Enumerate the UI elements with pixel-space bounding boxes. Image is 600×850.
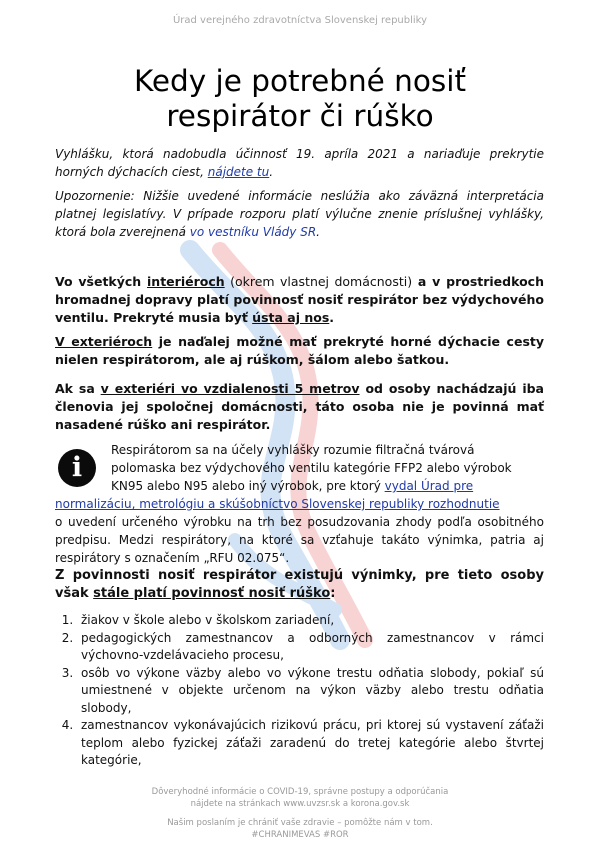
- footer-line-2: nájdete na stránkach www.uvzsr.sk a korona.gov.sk: [190, 798, 410, 809]
- footer-mission: [0, 818, 600, 841]
- info-line-3-text: KN95 alebo N95 alebo iný výrobok, pre ktorý: [111, 479, 385, 493]
- footer-info: [0, 787, 600, 810]
- rule1-text-d: a v prostriedkoch hromadnej dopravy platí povinnosť nosiť respirátor bez výdychového ventilu. Prekryté musia byť: [55, 274, 544, 325]
- list-item: 1. žiakov v škole alebo v školskom zariadení,: [77, 612, 544, 630]
- rule-household: [55, 380, 544, 434]
- title-line-1: Kedy je potrebné nosiť: [133, 64, 467, 98]
- info-line-3: [111, 477, 544, 495]
- rule2-exteriors: V exteriéroch: [55, 334, 153, 349]
- intro-text: Vyhlášku, ktorá nadobudla účinnosť 19. apríla 2021 a nariaďuje prekrytie horných dýchacích ciest,: [55, 147, 544, 179]
- footer-hashtags: #CHRANIMEVAS #ROR: [251, 829, 349, 840]
- unms-decision-link-1[interactable]: vydal Úrad pre: [384, 479, 474, 493]
- footer-line-3: Našim poslaním je chrániť vaše zdravie – pomôžte nám v tom.: [167, 818, 433, 828]
- exceptions-text-c: :: [330, 586, 336, 601]
- rule1-text-a: Vo všetkých: [55, 274, 148, 289]
- rule3-distance: v exteriéri vo vzdialenosti 5 metrov: [100, 381, 360, 396]
- exceptions-heading: [55, 567, 544, 603]
- rule3-text-a: Ak sa: [55, 381, 101, 396]
- exceptions-section: [55, 567, 544, 770]
- exceptions-text-a: Z povinnosti nosiť respirátor existujú výnimky, pre tieto osoby však: [55, 568, 544, 601]
- regulation-link[interactable]: nájdete tu: [207, 165, 270, 179]
- notice-end: .: [316, 225, 320, 239]
- rule1-text-c: (okrem vlastnej domácnosti): [224, 274, 413, 289]
- rule-interiors: [55, 273, 544, 327]
- intro-paragraph: [55, 145, 544, 181]
- notice-paragraph: [55, 187, 544, 241]
- rule1-text-f: .: [329, 310, 335, 325]
- page-title: [0, 64, 600, 134]
- info-line-2: polomaska bez výdychového ventilu kategórie FFP2 alebo výrobok: [111, 461, 512, 475]
- info-icon: i: [58, 449, 96, 487]
- footer-line-1: Dôveryhodné informácie o COVID-19, správne postupy a odporúčania: [151, 787, 449, 797]
- agency-header: Úrad verejného zdravotníctva Slovenskej republiky: [172, 15, 428, 26]
- gazette-link[interactable]: vo vestníku Vlády SR: [189, 225, 317, 239]
- info-line-1: Respirátorom sa na účely vyhlášky rozumie filtračná tvárová: [111, 443, 475, 457]
- rule3-text-c: od osoby nachádzajú iba členovia jej spoločnej domácnosti, táto osoba nie je povinná mať nasadené rúško ani respirátor.: [55, 381, 544, 432]
- notice-text: Upozornenie: Nižšie uvedené informácie neslúžia ako záväzná interpretácia platnej legislatívy. V prípade rozporu platí výlučne znenie príslušnej vyhlášky, ktorá bola zverejnená: [55, 189, 544, 239]
- intro-end: .: [269, 165, 274, 179]
- respirator-info-box: [55, 441, 544, 567]
- list-item: 2. pedagogických zamestnancov a odborných zamestnancov v rámci výchovno-vzdelávacieho procesu,: [77, 630, 544, 665]
- list-item: 3. osôb vo výkone väzby alebo vo výkone trestu odňatia slobody, pokiaľ sú umiestnené v objekte určenom na výkon väzby alebo trestu odňatia slobody,: [77, 665, 544, 718]
- info-line-4: [55, 495, 544, 513]
- rule-exteriors: [55, 333, 544, 369]
- title-line-2: respirátor či rúško: [166, 99, 434, 133]
- exceptions-mask-duty: stále platí povinnosť nosiť rúško: [93, 586, 331, 601]
- rule1-interiors: interiéroch: [147, 274, 225, 289]
- info-rest: o uvedení určeného výrobku na trh bez posudzovania zhody podľa osobitného predpisu. Medzi respirátory, na ktoré sa vzťahuje takáto výnimka, patria aj respirátory s označením „RFU 02.075“.: [55, 515, 544, 565]
- list-item: 4. zamestnancov vykonávajúcich rizikovú prácu, pri ktorej sú vystavení záťaži teplom alebo fyzickej záťaži zaradenú do tretej kategórie alebo štvrtej kategórie,: [77, 717, 544, 770]
- unms-decision-link-2[interactable]: normalizáciu, metrológiu a skúšobníctvo Slovenskej republiky rozhodnutie: [55, 497, 500, 511]
- exceptions-list: [55, 612, 544, 770]
- rule1-mouth-nose: ústa aj nos: [252, 310, 330, 325]
- rule2-text-b: je naďalej možné mať prekryté horné dýchacie cesty nielen respirátorom, ale aj rúškom, šálom alebo šatkou.: [55, 334, 545, 367]
